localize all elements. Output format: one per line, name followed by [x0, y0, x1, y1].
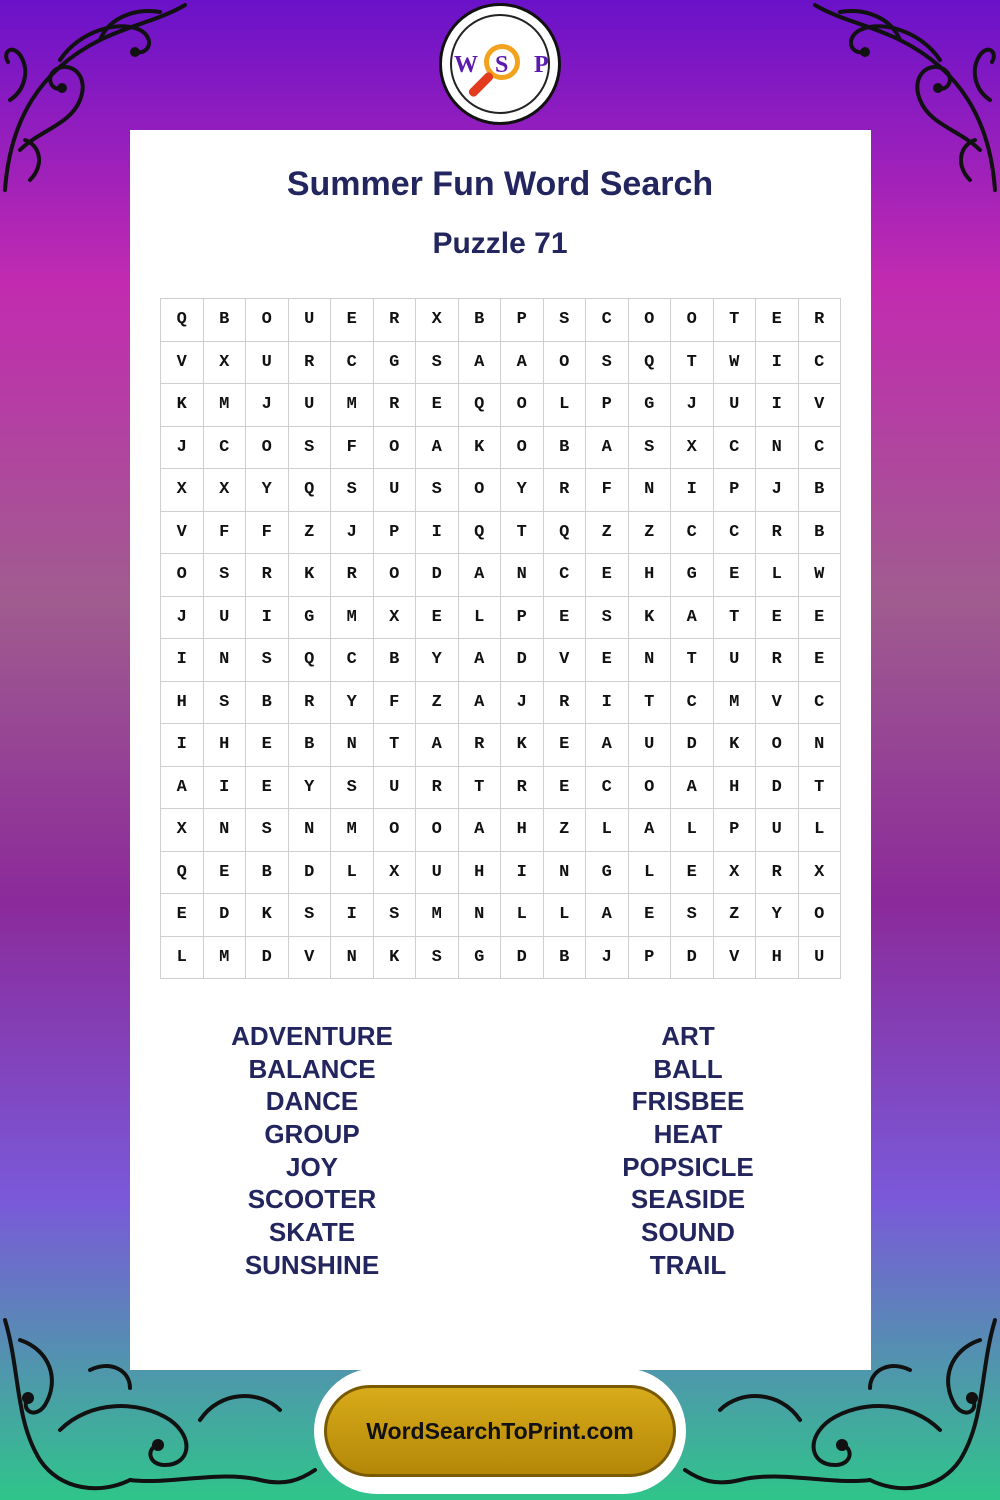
grid-cell: K — [714, 724, 757, 767]
grid-cell: G — [586, 852, 629, 895]
grid-cell: L — [629, 852, 672, 895]
grid-cell: V — [161, 342, 204, 385]
word-list-item: SUNSHINE — [244, 1249, 380, 1280]
grid-cell: O — [799, 894, 842, 937]
grid-cell: O — [756, 724, 799, 767]
grid-cell: E — [416, 597, 459, 640]
grid-cell: L — [586, 809, 629, 852]
grid-cell: D — [756, 767, 799, 810]
grid-cell: A — [459, 809, 502, 852]
grid-cell: M — [204, 937, 247, 980]
word-list-item: JOY — [285, 1151, 339, 1182]
grid-cell: D — [246, 937, 289, 980]
grid-cell: E — [756, 299, 799, 342]
grid-cell: C — [331, 342, 374, 385]
grid-cell: S — [671, 894, 714, 937]
grid-cell: M — [416, 894, 459, 937]
grid-cell: A — [671, 597, 714, 640]
grid-cell: E — [544, 597, 587, 640]
grid-cell: H — [501, 809, 544, 852]
grid-cell: F — [204, 512, 247, 555]
grid-cell: Z — [416, 682, 459, 725]
grid-cell: G — [671, 554, 714, 597]
grid-cell: A — [459, 682, 502, 725]
grid-cell: I — [204, 767, 247, 810]
grid-cell: E — [246, 767, 289, 810]
grid-cell: N — [204, 809, 247, 852]
grid-cell: Q — [459, 384, 502, 427]
grid-cell: P — [374, 512, 417, 555]
grid-cell: J — [586, 937, 629, 980]
grid-cell: B — [544, 937, 587, 980]
grid-cell: C — [331, 639, 374, 682]
grid-cell: M — [331, 597, 374, 640]
grid-cell: Y — [289, 767, 332, 810]
grid-cell: N — [331, 937, 374, 980]
grid-cell: X — [671, 427, 714, 470]
grid-cell: I — [331, 894, 374, 937]
grid-cell: J — [671, 384, 714, 427]
grid-cell: E — [629, 894, 672, 937]
grid-cell: A — [459, 554, 502, 597]
grid-cell: T — [629, 682, 672, 725]
word-list-item: SCOOTER — [247, 1184, 377, 1215]
grid-cell: Y — [756, 894, 799, 937]
grid-cell: I — [161, 639, 204, 682]
grid-cell: K — [459, 427, 502, 470]
grid-cell: N — [204, 639, 247, 682]
grid-cell: Q — [289, 469, 332, 512]
grid-cell: O — [374, 554, 417, 597]
grid-cell: Z — [629, 512, 672, 555]
grid-cell: E — [756, 597, 799, 640]
grid-cell: N — [501, 554, 544, 597]
word-list-item: GROUP — [264, 1119, 360, 1150]
grid-cell: Y — [501, 469, 544, 512]
grid-cell: S — [416, 342, 459, 385]
grid-cell: K — [501, 724, 544, 767]
grid-cell: L — [544, 384, 587, 427]
grid-cell: C — [586, 299, 629, 342]
grid-cell: L — [331, 852, 374, 895]
grid-cell: P — [501, 299, 544, 342]
grid-cell: O — [374, 427, 417, 470]
grid-cell: X — [799, 852, 842, 895]
grid-cell: O — [246, 299, 289, 342]
grid-cell: L — [459, 597, 502, 640]
grid-cell: R — [756, 639, 799, 682]
grid-cell: Y — [331, 682, 374, 725]
grid-cell: A — [459, 342, 502, 385]
grid-cell: S — [331, 767, 374, 810]
grid-cell: V — [161, 512, 204, 555]
grid-cell: H — [629, 554, 672, 597]
word-list-item: POPSICLE — [622, 1151, 754, 1182]
grid-cell: O — [374, 809, 417, 852]
grid-cell: G — [289, 597, 332, 640]
grid-cell: U — [416, 852, 459, 895]
grid-cell: S — [289, 894, 332, 937]
grid-cell: T — [714, 597, 757, 640]
grid-cell: O — [501, 427, 544, 470]
grid-cell: C — [799, 427, 842, 470]
grid-cell: D — [289, 852, 332, 895]
grid-cell: Q — [161, 299, 204, 342]
grid-cell: M — [331, 384, 374, 427]
grid-cell: Z — [586, 512, 629, 555]
grid-cell: S — [246, 639, 289, 682]
grid-cell: C — [671, 682, 714, 725]
grid-cell: R — [416, 767, 459, 810]
grid-cell: J — [331, 512, 374, 555]
grid-cell: U — [246, 342, 289, 385]
grid-cell: J — [501, 682, 544, 725]
grid-cell: C — [204, 427, 247, 470]
grid-cell: X — [204, 342, 247, 385]
grid-cell: N — [289, 809, 332, 852]
grid-cell: X — [714, 852, 757, 895]
grid-cell: I — [671, 469, 714, 512]
grid-cell: P — [714, 809, 757, 852]
grid-cell: L — [544, 894, 587, 937]
grid-cell: G — [374, 342, 417, 385]
grid-cell: J — [246, 384, 289, 427]
grid-cell: C — [799, 342, 842, 385]
grid-cell: Z — [714, 894, 757, 937]
grid-cell: B — [204, 299, 247, 342]
grid-cell: K — [161, 384, 204, 427]
puzzle-number: Puzzle 71 — [432, 227, 568, 260]
word-list-item: ART — [661, 1021, 715, 1051]
grid-cell: X — [204, 469, 247, 512]
grid-cell: R — [331, 554, 374, 597]
grid-cell: E — [331, 299, 374, 342]
grid-cell: A — [416, 724, 459, 767]
grid-cell: D — [204, 894, 247, 937]
grid-cell: V — [544, 639, 587, 682]
wsp-logo — [439, 3, 561, 125]
grid-cell: O — [629, 299, 672, 342]
grid-cell: A — [629, 809, 672, 852]
grid-cell: C — [799, 682, 842, 725]
grid-cell: T — [799, 767, 842, 810]
grid-cell: M — [331, 809, 374, 852]
grid-cell: S — [204, 682, 247, 725]
word-list-item: SOUND — [641, 1217, 735, 1248]
grid-cell: T — [671, 342, 714, 385]
grid-cell: N — [799, 724, 842, 767]
grid-cell: E — [799, 639, 842, 682]
grid-cell: G — [629, 384, 672, 427]
grid-cell: B — [799, 469, 842, 512]
grid-cell: A — [416, 427, 459, 470]
grid-cell: A — [671, 767, 714, 810]
grid-cell: R — [289, 682, 332, 725]
logo-letter-w: W — [454, 52, 478, 78]
grid-cell: U — [374, 469, 417, 512]
grid-cell: N — [756, 427, 799, 470]
grid-cell: E — [416, 384, 459, 427]
grid-cell: T — [714, 299, 757, 342]
word-list-item: SKATE — [268, 1217, 356, 1248]
grid-cell: P — [714, 469, 757, 512]
grid-cell: L — [756, 554, 799, 597]
grid-cell: N — [629, 639, 672, 682]
word-list-item: FRISBEE — [631, 1086, 745, 1117]
grid-cell: S — [586, 597, 629, 640]
grid-cell: D — [671, 724, 714, 767]
grid-cell: J — [161, 427, 204, 470]
grid-cell: X — [374, 852, 417, 895]
grid-cell: P — [586, 384, 629, 427]
grid-cell: C — [586, 767, 629, 810]
grid-cell: V — [714, 937, 757, 980]
grid-cell: C — [714, 427, 757, 470]
grid-cell: B — [246, 682, 289, 725]
grid-cell: X — [416, 299, 459, 342]
grid-cell: S — [629, 427, 672, 470]
grid-cell: R — [544, 682, 587, 725]
grid-cell: U — [374, 767, 417, 810]
grid-cell: A — [501, 342, 544, 385]
grid-cell: M — [714, 682, 757, 725]
grid-cell: S — [374, 894, 417, 937]
grid-cell: Q — [289, 639, 332, 682]
grid-cell: D — [416, 554, 459, 597]
grid-cell: U — [799, 937, 842, 980]
grid-cell: R — [246, 554, 289, 597]
grid-cell: E — [799, 597, 842, 640]
grid-cell: V — [289, 937, 332, 980]
grid-cell: U — [629, 724, 672, 767]
grid-cell: A — [586, 427, 629, 470]
logo-letter-s: S — [495, 52, 509, 78]
grid-cell: H — [714, 767, 757, 810]
grid-cell: U — [756, 809, 799, 852]
grid-cell: I — [756, 384, 799, 427]
grid-cell: S — [586, 342, 629, 385]
grid-cell: O — [629, 767, 672, 810]
grid-cell: H — [756, 937, 799, 980]
grid-cell: K — [629, 597, 672, 640]
grid-cell: Q — [629, 342, 672, 385]
grid-cell: E — [246, 724, 289, 767]
grid-cell: Y — [416, 639, 459, 682]
grid-cell: T — [671, 639, 714, 682]
grid-cell: S — [204, 554, 247, 597]
grid-cell: T — [374, 724, 417, 767]
grid-cell: S — [416, 937, 459, 980]
grid-cell: D — [671, 937, 714, 980]
grid-cell: K — [374, 937, 417, 980]
grid-cell: R — [289, 342, 332, 385]
grid-cell: B — [544, 427, 587, 470]
grid-cell: Q — [459, 512, 502, 555]
grid-cell: L — [161, 937, 204, 980]
grid-cell: F — [331, 427, 374, 470]
grid-cell: R — [756, 512, 799, 555]
grid-cell: R — [374, 299, 417, 342]
grid-cell: X — [161, 809, 204, 852]
grid-cell: S — [246, 809, 289, 852]
grid-cell: U — [289, 299, 332, 342]
word-list-item: SEASIDE — [630, 1184, 746, 1215]
grid-cell: P — [501, 597, 544, 640]
grid-cell: A — [586, 894, 629, 937]
grid-cell: N — [629, 469, 672, 512]
grid-cell: E — [586, 554, 629, 597]
grid-cell: S — [416, 469, 459, 512]
grid-cell: I — [416, 512, 459, 555]
grid-cell: E — [544, 767, 587, 810]
grid-cell: G — [459, 937, 502, 980]
grid-cell: C — [714, 512, 757, 555]
grid-cell: B — [289, 724, 332, 767]
grid-cell: N — [459, 894, 502, 937]
grid-cell: L — [501, 894, 544, 937]
grid-cell: I — [586, 682, 629, 725]
grid-cell: S — [289, 427, 332, 470]
grid-cell: Z — [289, 512, 332, 555]
letter-grid — [160, 298, 841, 979]
grid-cell: L — [799, 809, 842, 852]
word-list-item: ADVENTURE — [231, 1021, 393, 1051]
grid-cell: Y — [246, 469, 289, 512]
grid-cell: V — [756, 682, 799, 725]
grid-cell: D — [501, 937, 544, 980]
grid-cell: W — [714, 342, 757, 385]
grid-cell: Q — [161, 852, 204, 895]
grid-cell: A — [459, 639, 502, 682]
grid-cell: U — [714, 384, 757, 427]
grid-cell: M — [204, 384, 247, 427]
word-list-item: HEAT — [653, 1119, 723, 1150]
grid-cell: S — [331, 469, 374, 512]
grid-cell: T — [459, 767, 502, 810]
grid-cell: T — [501, 512, 544, 555]
grid-cell: N — [331, 724, 374, 767]
grid-cell: K — [246, 894, 289, 937]
grid-cell: C — [671, 512, 714, 555]
grid-cell: H — [204, 724, 247, 767]
grid-cell: X — [161, 469, 204, 512]
grid-cell: L — [671, 809, 714, 852]
word-list-item: DANCE — [265, 1086, 359, 1117]
grid-cell: D — [501, 639, 544, 682]
word-list-right — [538, 1020, 838, 1282]
grid-cell: O — [459, 469, 502, 512]
grid-cell: I — [756, 342, 799, 385]
word-list-item: TRAIL — [649, 1249, 727, 1280]
grid-cell: A — [161, 767, 204, 810]
grid-cell: F — [374, 682, 417, 725]
grid-cell: B — [799, 512, 842, 555]
grid-cell: C — [544, 554, 587, 597]
grid-cell: B — [374, 639, 417, 682]
word-list-item: BALL — [653, 1053, 723, 1084]
grid-cell: O — [671, 299, 714, 342]
website-link-button[interactable]: WordSearchToPrint.com — [324, 1385, 676, 1477]
grid-cell: E — [544, 724, 587, 767]
grid-cell: O — [246, 427, 289, 470]
grid-cell: B — [459, 299, 502, 342]
grid-cell: F — [586, 469, 629, 512]
grid-cell: J — [161, 597, 204, 640]
grid-cell: H — [459, 852, 502, 895]
grid-cell: E — [161, 894, 204, 937]
grid-cell: U — [714, 639, 757, 682]
grid-cell: V — [799, 384, 842, 427]
grid-cell: R — [799, 299, 842, 342]
grid-cell: O — [544, 342, 587, 385]
grid-cell: N — [544, 852, 587, 895]
grid-cell: P — [629, 937, 672, 980]
grid-cell: J — [756, 469, 799, 512]
grid-cell: I — [501, 852, 544, 895]
grid-cell: O — [501, 384, 544, 427]
grid-cell: I — [246, 597, 289, 640]
grid-cell: U — [204, 597, 247, 640]
grid-cell: F — [246, 512, 289, 555]
grid-cell: U — [289, 384, 332, 427]
grid-cell: S — [544, 299, 587, 342]
grid-cell: X — [374, 597, 417, 640]
grid-cell: A — [586, 724, 629, 767]
grid-cell: E — [714, 554, 757, 597]
word-list-item: BALANCE — [248, 1053, 376, 1084]
grid-cell: R — [544, 469, 587, 512]
grid-cell: W — [799, 554, 842, 597]
grid-cell: B — [246, 852, 289, 895]
grid-cell: E — [204, 852, 247, 895]
grid-cell: E — [671, 852, 714, 895]
grid-cell: O — [416, 809, 459, 852]
grid-cell: R — [374, 384, 417, 427]
grid-cell: Z — [544, 809, 587, 852]
grid-cell: E — [586, 639, 629, 682]
logo-letter-p: P — [534, 52, 549, 78]
grid-cell: Q — [544, 512, 587, 555]
word-list-left — [162, 1020, 462, 1282]
grid-cell: R — [501, 767, 544, 810]
grid-cell: R — [756, 852, 799, 895]
grid-cell: I — [161, 724, 204, 767]
grid-cell: O — [161, 554, 204, 597]
grid-cell: R — [459, 724, 502, 767]
page-title: Summer Fun Word Search — [286, 165, 714, 203]
grid-cell: K — [289, 554, 332, 597]
grid-cell: H — [161, 682, 204, 725]
